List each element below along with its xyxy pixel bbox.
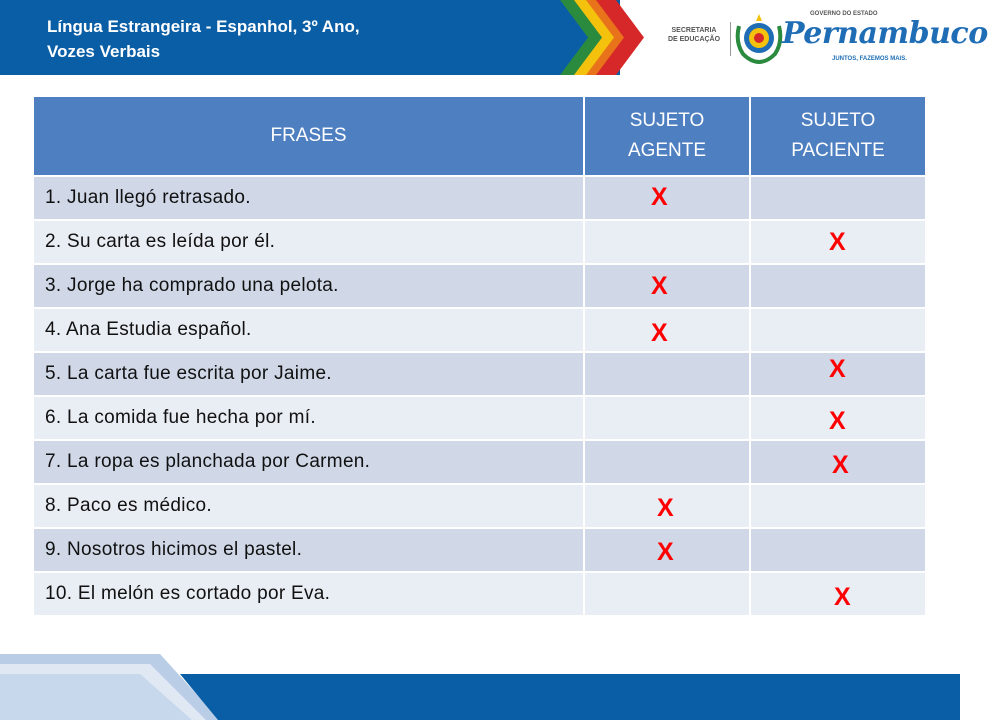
paciente-cell xyxy=(750,352,926,396)
x-mark: X xyxy=(657,538,674,566)
logo-area xyxy=(650,0,988,75)
table-row xyxy=(33,484,926,528)
phrase-cell: 1. Juan llegó retrasado. xyxy=(33,176,584,220)
x-mark: X xyxy=(834,583,851,611)
table-row xyxy=(33,440,926,484)
logo-divider xyxy=(730,22,731,56)
slide-header xyxy=(0,0,988,75)
paciente-cell xyxy=(750,176,926,220)
agente-cell xyxy=(584,484,750,528)
government-label: GOVERNO DO ESTADO xyxy=(810,11,878,17)
x-mark: X xyxy=(829,407,846,435)
phrase-cell: 9. Nosotros hicimos el pastel. xyxy=(33,528,584,572)
agente-cell xyxy=(584,572,750,616)
agente-cell xyxy=(584,220,750,264)
table-row xyxy=(33,352,926,396)
paciente-cell xyxy=(750,484,926,528)
phrase-cell: 3. Jorge ha comprado una pelota. xyxy=(33,264,584,308)
pernambuco-logo-text: Pernambuco xyxy=(782,16,988,51)
slide-title xyxy=(47,14,360,64)
paciente-cell xyxy=(750,308,926,352)
voices-table xyxy=(32,95,927,617)
header-frases: FRASES xyxy=(33,96,584,176)
table-row xyxy=(33,220,926,264)
table-row xyxy=(33,572,926,616)
x-mark: X xyxy=(832,451,849,479)
title-line-1: Língua Estrangeira - Espanhol, 3º Ano, xyxy=(47,17,360,36)
phrase-cell: 2. Su carta es leída por él. xyxy=(33,220,584,264)
table-row xyxy=(33,264,926,308)
phrase-cell: 10. El melón es cortado por Eva. xyxy=(33,572,584,616)
table-row xyxy=(33,308,926,352)
header-sujeto-agente: SUJETO AGENTE xyxy=(584,96,750,176)
paciente-cell xyxy=(750,220,926,264)
table-row xyxy=(33,176,926,220)
header-sujeto-paciente: SUJETO PACIENTE xyxy=(750,96,926,176)
secretaria-logo: SECRETARIA DE EDUCAÇÃO xyxy=(667,27,721,43)
x-mark: X xyxy=(651,319,668,347)
paciente-cell xyxy=(750,440,926,484)
agente-cell xyxy=(584,528,750,572)
phrase-cell: 7. La ropa es planchada por Carmen. xyxy=(33,440,584,484)
paciente-cell xyxy=(750,528,926,572)
pernambuco-tagline: JUNTOS, FAZEMOS MAIS. xyxy=(832,56,907,62)
agente-cell xyxy=(584,440,750,484)
phrase-cell: 6. La comida fue hecha por mí. xyxy=(33,396,584,440)
x-mark: X xyxy=(657,494,674,522)
agente-cell xyxy=(584,352,750,396)
paciente-cell xyxy=(750,572,926,616)
x-mark: X xyxy=(651,183,668,211)
x-mark: X xyxy=(829,228,846,256)
phrase-cell: 4. Ana Estudia español. xyxy=(33,308,584,352)
chevron-decoration-icon xyxy=(530,0,650,75)
agente-cell xyxy=(584,396,750,440)
x-mark: X xyxy=(651,272,668,300)
phrase-cell: 8. Paco es médico. xyxy=(33,484,584,528)
paciente-cell xyxy=(750,396,926,440)
agente-cell xyxy=(584,308,750,352)
paciente-cell xyxy=(750,264,926,308)
x-mark: X xyxy=(829,355,846,383)
phrase-cell: 5. La carta fue escrita por Jaime. xyxy=(33,352,584,396)
table-header-row xyxy=(33,96,926,176)
title-line-2: Vozes Verbais xyxy=(47,42,161,61)
state-seal-icon xyxy=(735,12,783,64)
footer-band xyxy=(0,650,960,720)
table-row xyxy=(33,396,926,440)
agente-cell xyxy=(584,176,750,220)
table-row xyxy=(33,528,926,572)
agente-cell xyxy=(584,264,750,308)
